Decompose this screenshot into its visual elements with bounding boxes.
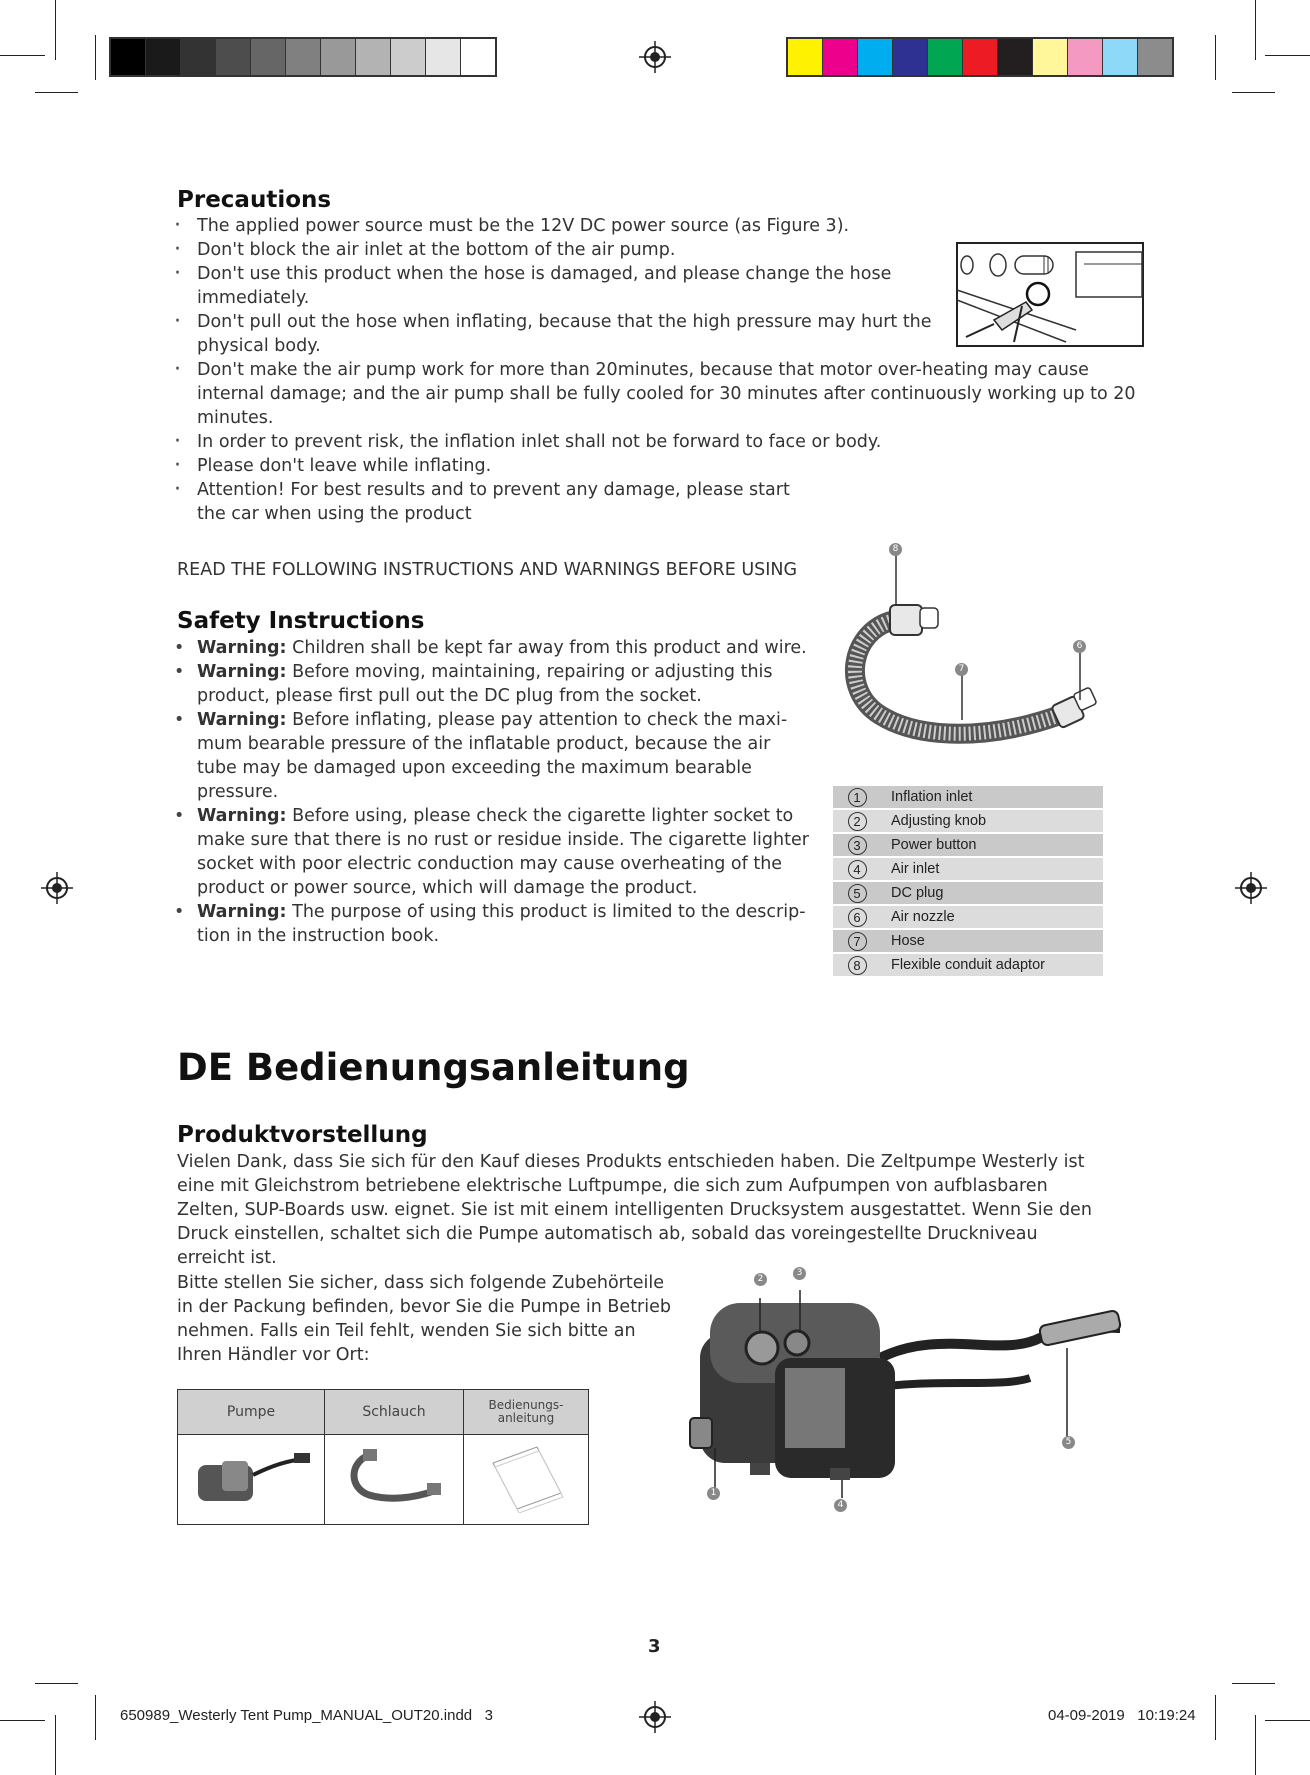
registration-mark-icon: [41, 872, 73, 904]
registration-mark-icon: [1235, 872, 1267, 904]
list-item: [174, 900, 809, 948]
warning-label: Warning:: [197, 662, 287, 682]
color-swatch: [1068, 39, 1103, 75]
part-number: 2: [848, 812, 867, 831]
callout-8: 8: [889, 543, 902, 556]
callout-5: 5: [1062, 1436, 1075, 1449]
color-swatch: [928, 39, 963, 75]
callout-1: 1: [707, 1487, 720, 1500]
safety-heading: Safety Instructions: [177, 608, 425, 634]
manual-thumbnail: [464, 1435, 589, 1525]
acc-header-manual: Bedienungs- anleitung: [464, 1390, 589, 1435]
part-number: 8: [848, 956, 867, 975]
de-accessories-paragraph: Bitte stellen Sie sicher, dass sich folgende Zubehörteile in der Packung befinden, bevor Sie die Pumpe in Betrieb nehmen. Falls ein Teil fehlt, wenden Sie sich bitte an Ihren Händler vor Ort:: [177, 1273, 671, 1365]
part-label: Power button: [881, 833, 1103, 857]
hose-thumbnail: [325, 1435, 464, 1525]
list-item: · Don't block the air inlet at the bottom of the air pump.: [174, 238, 977, 262]
part-label: Air nozzle: [881, 905, 1103, 929]
color-swatch: [823, 39, 858, 75]
table-row: [833, 905, 1103, 929]
table-row: [833, 881, 1103, 905]
color-swatch: [426, 39, 461, 75]
color-swatch: [858, 39, 893, 75]
part-label: DC plug: [881, 881, 1103, 905]
warning-label: Warning:: [197, 806, 287, 826]
de-heading: DE Bedienungsanleitung: [177, 1046, 690, 1089]
part-number: 4: [848, 860, 867, 879]
warning-text: Children shall be kept far away from this product and wire.: [286, 638, 807, 658]
warning-text: Before using, please check the cigarette lighter socket to make sure that there is no rust or residue inside. The cigarette lighter socket with poor electric conduction may cause overheating of the product or power source, which will damage the product.: [197, 806, 809, 898]
safety-list: [174, 636, 809, 948]
acc-header-pump: Pumpe: [178, 1390, 325, 1435]
warning-text: Before inflating, please pay attention to check the maxi-mum bearable pressure of the inflatable product, because the air tube may be damaged upon exceeding the maximum bearable pressure.: [197, 710, 788, 802]
part-number: 1: [848, 788, 867, 807]
registration-mark-icon: [639, 41, 671, 73]
precautions-heading: Precautions: [177, 187, 332, 213]
part-label: Hose: [881, 929, 1103, 953]
callout-3: 3: [793, 1267, 806, 1280]
color-swatch: [111, 39, 146, 75]
list-item: · The applied power source must be the 12V DC power source (as Figure 3).: [174, 214, 977, 238]
color-swatch: [893, 39, 928, 75]
part-label: Air inlet: [881, 857, 1103, 881]
table-row: [833, 929, 1103, 953]
list-item: · Attention! For best results and to prevent any damage, please start the car when using the product: [174, 478, 797, 526]
pump-thumbnail: [178, 1435, 325, 1525]
callout-2: 2: [754, 1273, 767, 1286]
read-notice: READ THE FOLLOWING INSTRUCTIONS AND WARNINGS BEFORE USING: [177, 560, 798, 580]
color-swatch: [998, 39, 1033, 75]
color-swatch: [1103, 39, 1138, 75]
pump-figure: [680, 1268, 1140, 1518]
table-row: [833, 809, 1103, 833]
color-swatch: [1033, 39, 1068, 75]
part-number: 3: [848, 836, 867, 855]
part-number: 5: [848, 884, 867, 903]
color-swatch: [251, 39, 286, 75]
color-swatch: [356, 39, 391, 75]
color-swatch: [146, 39, 181, 75]
list-item: · Don't make the air pump work for more than 20minutes, because that motor over-heating may cause internal damage; and the air pump shall be fully cooled for 30 minutes after continuously working up to 20 minutes.: [174, 358, 1157, 430]
list-item: [174, 660, 809, 708]
grayscale-color-bar: [109, 37, 497, 77]
warning-text: Before moving, maintaining, repairing or adjusting this product, please first pull out the DC plug from the socket.: [197, 662, 773, 706]
list-item: [174, 708, 809, 804]
warning-text: The purpose of using this product is limited to the descrip-tion in the instruction book.: [197, 902, 806, 946]
socket-figure: [956, 242, 1144, 347]
color-swatch: [216, 39, 251, 75]
color-swatch: [461, 39, 495, 75]
color-swatch: [1138, 39, 1172, 75]
warning-label: Warning:: [197, 638, 287, 658]
list-item: [174, 636, 809, 660]
part-number: 7: [848, 932, 867, 951]
color-swatch: [391, 39, 426, 75]
color-swatch: [286, 39, 321, 75]
part-number: 6: [848, 908, 867, 927]
color-swatch: [788, 39, 823, 75]
footer-filename: 650989_Westerly Tent Pump_MANUAL_OUT20.indd 3: [120, 1707, 493, 1724]
parts-table: [833, 786, 1103, 978]
footer-datetime: 04-09-2019 10:19:24: [1048, 1707, 1196, 1724]
de-subheading: Produktvorstellung: [177, 1122, 428, 1148]
table-row: [833, 833, 1103, 857]
warning-label: Warning:: [197, 902, 287, 922]
part-label: Adjusting knob: [881, 809, 1103, 833]
list-item: · Please don't leave while inflating.: [174, 454, 1097, 478]
table-row: [833, 857, 1103, 881]
process-color-bar: [786, 37, 1174, 77]
color-swatch: [321, 39, 356, 75]
page-number: 3: [648, 1636, 661, 1657]
acc-header-hose: Schlauch: [325, 1390, 464, 1435]
color-swatch: [963, 39, 998, 75]
part-label: Flexible conduit adaptor: [881, 953, 1103, 977]
callout-7: 7: [955, 663, 968, 676]
list-item: [174, 804, 809, 900]
callout-6: 6: [1073, 640, 1086, 653]
table-row: [833, 786, 1103, 809]
callout-4: 4: [834, 1499, 847, 1512]
registration-mark-icon: [639, 1701, 671, 1733]
warning-label: Warning:: [197, 710, 287, 730]
color-swatch: [181, 39, 216, 75]
part-label: Inflation inlet: [881, 786, 1103, 809]
list-item: · Don't use this product when the hose is damaged, and please change the hose immediately.: [174, 262, 927, 310]
de-intro-paragraph: Vielen Dank, dass Sie sich für den Kauf dieses Produkts entschieden haben. Die Zeltpumpe Westerly ist eine mit Gleichstrom betriebene elektrische Luftpumpe, die sich zum Aufpumpen von aufblasbaren Zelten, SUP-Boards usw. eignet. Sie ist mit einem intelligenten Drucksystem ausgestattet. Wenn Sie den Druck einstellen, schaltet sich die Pumpe automatisch ab, sobald das voreingestellte Druckniveau erreicht ist.: [177, 1152, 1092, 1268]
list-item: · Don't pull out the hose when inflating, because that the high pressure may hurt the physical body.: [174, 310, 937, 358]
table-row: [833, 953, 1103, 977]
list-item: · In order to prevent risk, the inflation inlet shall not be forward to face or body.: [174, 430, 1097, 454]
accessories-table: [177, 1389, 589, 1525]
